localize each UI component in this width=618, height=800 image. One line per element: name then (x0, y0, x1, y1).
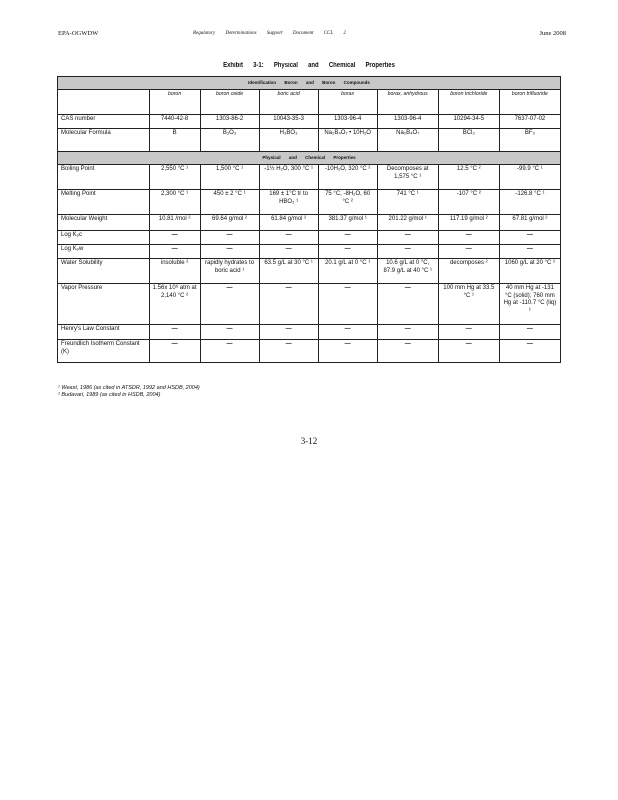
table-row (58, 115, 561, 129)
table-cell: — (499, 340, 560, 363)
table-cell: 20.1 g/L at 0 °C ¹ (318, 259, 377, 284)
table-cell: 75 °C, -8H₂O, 60 °C ² (318, 190, 377, 215)
footnote-2: ² Budavari, 1989 (as cited in HSDB, 2004) (58, 392, 161, 398)
table-cell: — (149, 231, 200, 245)
table-cell: Decomposes at 1,575 °C ¹ (377, 165, 438, 190)
table-cell: 10.81 /mol ² (149, 215, 200, 231)
table-cell: 10.6 g/L at 0 °C, 87.9 g/L at 40 °C ¹ (377, 259, 438, 284)
table-cell: — (438, 340, 499, 363)
table-cell: 100 mm Hg at 33.5 °C ¹ (438, 284, 499, 325)
table-cell: — (377, 231, 438, 245)
table-cell: 2,300 °C ¹ (149, 190, 200, 215)
page-number: 3-12 (300, 436, 318, 446)
table-row (58, 245, 561, 259)
table-cell: 169 ± 1°C tr to HBO₂ ¹ (259, 190, 318, 215)
footnote-1: ¹ Weast, 1986 (as cited in ATSDR, 1992 and HSDB, 2004) (58, 385, 200, 391)
table-cell: 381.37 g/mol ¹ (318, 215, 377, 231)
table-cell: — (318, 340, 377, 363)
table-cell: — (499, 325, 560, 340)
exhibit-title: Exhibit 3-1: Physical and Chemical Properties (223, 62, 395, 69)
header-date: June 2008 (539, 30, 566, 37)
table-cell: 10043-35-3 (259, 115, 318, 129)
row-label: CAS number (58, 115, 150, 129)
table-cell: Na₂B₄O₇ (377, 129, 438, 152)
table-cell: -126.8 °C ¹ (499, 190, 560, 215)
table-cell: 2,550 °C ¹ (149, 165, 200, 190)
table-row (58, 231, 561, 245)
row-label: Henry's Law Constant (58, 325, 150, 340)
table-cell: 1303-96-4 (377, 115, 438, 129)
compound-header: boron oxide (200, 90, 259, 115)
table-cell: B (149, 129, 200, 152)
table-cell: — (259, 245, 318, 259)
table-row (58, 165, 561, 190)
table-cell: — (200, 284, 259, 325)
table-cell: BF₃ (499, 129, 560, 152)
table-cell: 1303-86-2 (200, 115, 259, 129)
table-cell: 12.5 °C ² (438, 165, 499, 190)
header-agency: EPA-OGWDW (58, 30, 99, 37)
compound-header-row (58, 90, 561, 115)
table-row (58, 325, 561, 340)
table-cell: — (377, 340, 438, 363)
table-cell: 7440-42-8 (149, 115, 200, 129)
table-cell: — (200, 325, 259, 340)
table-cell: BCl₃ (438, 129, 499, 152)
table-cell: -99.9 °C ¹ (499, 165, 560, 190)
table-cell: — (318, 325, 377, 340)
table-cell: 201.22 g/mol ¹ (377, 215, 438, 231)
compound-header: boron trichloride (438, 90, 499, 115)
row-label: Boiling Point (58, 165, 150, 190)
table-cell: — (499, 231, 560, 245)
table-cell: — (259, 325, 318, 340)
row-label: Log Kₒc (58, 231, 150, 245)
table-cell: B₂O₃ (200, 129, 259, 152)
table-cell: decomposes ² (438, 259, 499, 284)
table-cell: — (259, 284, 318, 325)
row-label: Vapor Pressure (58, 284, 150, 325)
table-cell: — (259, 340, 318, 363)
table-cell: 7637-07-02 (499, 115, 560, 129)
table-cell: insoluble ² (149, 259, 200, 284)
compound-header: boron trifluoride (499, 90, 560, 115)
table-cell: 1.56x 10⁶ atm at 2,140 °C ² (149, 284, 200, 325)
table-cell: — (149, 245, 200, 259)
row-label: Freundlich Isotherm Constant (K) (58, 340, 150, 363)
table-cell: 1303-96-4 (318, 115, 377, 129)
table-row (58, 259, 561, 284)
table-cell: Na₂B₄O₇ • 10H₂O (318, 129, 377, 152)
table-cell: 1,500 °C ¹ (200, 165, 259, 190)
properties-table (57, 76, 561, 363)
table-cell: — (318, 231, 377, 245)
table-cell: 741 °C ¹ (377, 190, 438, 215)
table-cell: rapidly hydrates to boric acid ¹ (200, 259, 259, 284)
table-cell: 117.19 g/mol ² (438, 215, 499, 231)
compound-header: borax (318, 90, 377, 115)
table-cell: — (200, 340, 259, 363)
compound-header: boric acid (259, 90, 318, 115)
table-row (58, 190, 561, 215)
table-row (58, 340, 561, 363)
table-cell: -1½ H₂O, 300 °C ¹ (259, 165, 318, 190)
table-cell: 63.5 g/L at 30 °C ¹ (259, 259, 318, 284)
table-cell: 450 ± 2 °C ¹ (200, 190, 259, 215)
table-cell: — (438, 245, 499, 259)
table-cell: — (149, 325, 200, 340)
table-cell: — (377, 245, 438, 259)
header-document-title: Regulatory Determinations Support Document CCL 2 (193, 31, 346, 36)
row-label: Molecular Weight (58, 215, 150, 231)
compound-header-blank (58, 90, 150, 115)
table-cell: -107 °C ² (438, 190, 499, 215)
table-cell: — (438, 325, 499, 340)
row-label: Melting Point (58, 190, 150, 215)
table-row (58, 129, 561, 152)
section-header-properties: Physical and Chemical Properties (58, 152, 561, 165)
table-cell: — (438, 231, 499, 245)
table-cell: 10294-34-5 (438, 115, 499, 129)
table-cell: -10H₂O, 320 °C ² (318, 165, 377, 190)
table-cell: 1060 g/L at 20 °C ² (499, 259, 560, 284)
table-cell: — (200, 245, 259, 259)
table-cell: — (259, 231, 318, 245)
table-cell: — (377, 325, 438, 340)
row-label: Water Solubility (58, 259, 150, 284)
table-cell: H₃BO₃ (259, 129, 318, 152)
row-label: Molecular Formula (58, 129, 150, 152)
table-cell: — (318, 284, 377, 325)
table-cell: 40 mm Hg at -131 °C (solid); 760 mm Hg at -110.7 °C (liq) ¹ (499, 284, 560, 325)
table-cell: 61.84 g/mol ² (259, 215, 318, 231)
table-cell: — (377, 284, 438, 325)
table-row (58, 284, 561, 325)
table-row (58, 215, 561, 231)
section-header-identification: Identification Boron and Boron Compounds (58, 77, 561, 90)
table-cell: — (499, 245, 560, 259)
compound-header: borax, anhydrous (377, 90, 438, 115)
table-cell: — (149, 340, 200, 363)
table-cell: — (200, 231, 259, 245)
table-cell: 67.81 g/mol ² (499, 215, 560, 231)
compound-header: boron (149, 90, 200, 115)
table-cell: 69.64 g/mol ² (200, 215, 259, 231)
row-label: Log Kₒw (58, 245, 150, 259)
table-cell: — (318, 245, 377, 259)
